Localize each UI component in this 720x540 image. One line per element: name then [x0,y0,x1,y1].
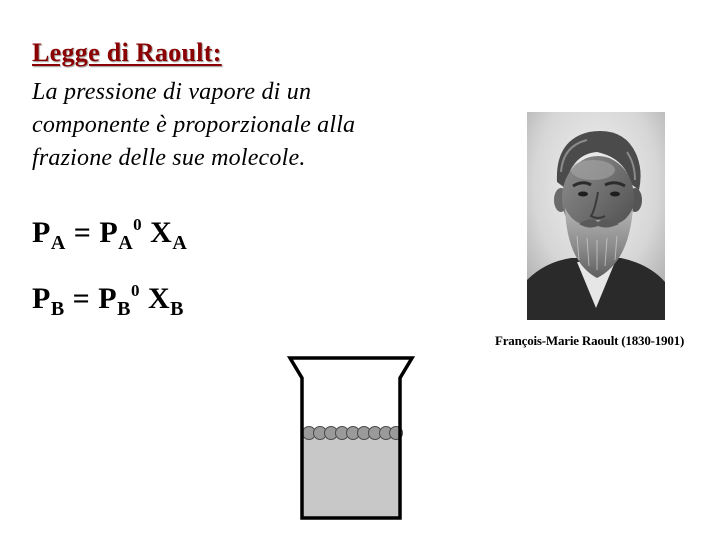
description-line-1: La pressione di vapore di un [32,79,312,105]
formula-b-p: P [32,282,51,315]
law-description [32,76,452,175]
beaker-illustration [286,352,416,527]
formula-b-sub3: B [170,298,184,320]
formula-a-eq: = P [65,216,119,249]
slide-title: Legge di Raoult: [32,38,222,67]
formula-b-sup: 0 [130,281,140,300]
portrait-caption: François-Marie Raoult (1830-1901) [495,333,685,348]
formula-b-sub2: B [117,298,131,320]
formula-a-sub3: A [172,232,188,254]
liquid-fill [302,438,400,518]
formula-b-sub1: B [50,298,65,320]
raoult-portrait-image [527,112,665,320]
formula-a-p: P [32,216,51,249]
formula-a-sub1: A [50,232,66,254]
formula-b [32,281,184,320]
formula-b-x: X [139,282,171,315]
formula-a-x: X [142,216,173,249]
formula-a [32,215,188,254]
formula-a-sup: 0 [133,215,143,234]
molecule-row [303,427,403,440]
description-line-3: frazione delle sue molecole. [32,145,306,171]
description-line-2: componente è proporzionale alla [32,112,356,138]
formula-b-eq: = P [64,282,118,315]
formula-a-sub2: A [118,232,134,254]
